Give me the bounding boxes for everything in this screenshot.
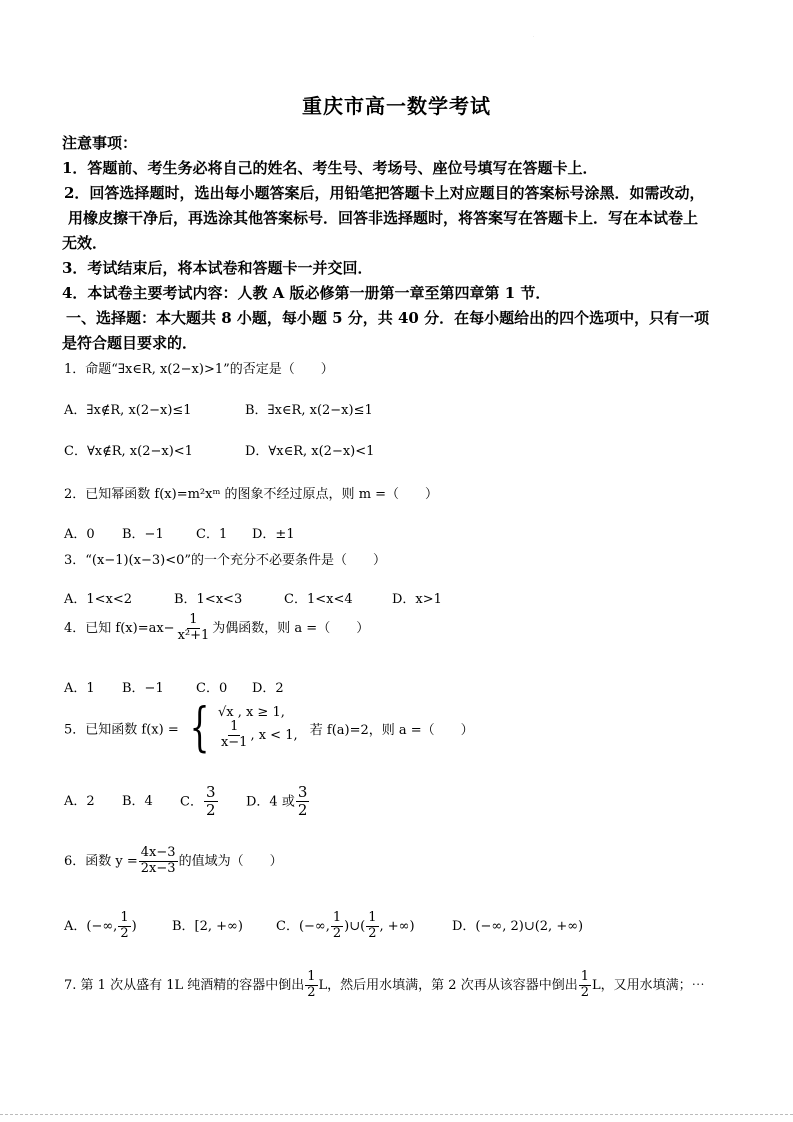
q5-options [64, 784, 310, 820]
q6-option-c-num-1: 1 [332, 910, 342, 925]
q6-option-d: D．(−∞, 2)∪(2, +∞) [452, 918, 584, 934]
left-brace-icon: { [189, 698, 210, 758]
q7-fraction-1 [305, 970, 317, 1001]
q5-option-c-den: 2 [205, 801, 216, 820]
q7-fraction-2-num: 1 [580, 969, 589, 984]
page-title: 重庆市高一数学考试 [302, 94, 491, 118]
q5-piecewise [183, 698, 298, 758]
q5-option-d-label: D．4 或 [246, 794, 295, 810]
q5-option-c-fraction [204, 784, 218, 820]
q6-fraction [139, 846, 178, 877]
q5-piecewise-rows [218, 702, 298, 754]
q6-option-a-fraction [118, 911, 130, 942]
q6-option-c-fraction-2 [366, 911, 378, 942]
q6-stem [64, 846, 283, 877]
q6-option-c [276, 911, 452, 942]
q4-stem-pre: 4．已知 f(x)=ax− [64, 620, 175, 636]
q4-option-d: D．2 [252, 681, 284, 696]
q5-option-d [246, 784, 310, 820]
q5-stem [64, 698, 474, 758]
q6-option-a-left: (−∞, [86, 918, 118, 934]
q1-option-a: A．∃x∉R, x(2−x)≤1 [64, 403, 192, 418]
notice-item-4: 4．本试卷主要考试内容：人教 A 版必修第一册第一章至第四章第 1 节． [62, 284, 551, 302]
q6-option-a-right: ) [131, 918, 137, 934]
q6-options [64, 911, 583, 942]
q7-fraction-2-den: 2 [580, 984, 589, 1000]
notice-item-2-cont: 用橡皮擦干净后，再选涂其他答案标号．回答非选择题时，将答案写在答题卡上．写在本试卷上 [68, 209, 699, 227]
q1-option-d: D．∀x∈R, x(2−x)<1 [245, 444, 375, 459]
q5-option-b: B．4 [122, 794, 153, 810]
q7-stem [64, 970, 705, 1001]
q2-option-b: B．−1 [122, 527, 164, 542]
q4-fraction-den: x²+1 [177, 627, 210, 643]
q2-option-a: A．0 [64, 527, 95, 542]
q4-option-a: A．1 [64, 681, 95, 696]
q7-fraction-2 [579, 970, 591, 1001]
q3-option-d: D．x>1 [392, 592, 442, 607]
q1-stem: 1．命题“∃x∈R, x(2−x)>1”的否定是（ ） [64, 362, 334, 377]
q5-option-c-num: 3 [205, 783, 216, 801]
q5-piece-fraction [219, 720, 250, 751]
q1-option-c: C．∀x∉R, x(2−x)<1 [64, 444, 193, 459]
q6-option-c-right: , +∞) [379, 918, 415, 934]
q5-option-d-num: 3 [297, 783, 308, 801]
q5-option-a: A．2 [64, 794, 95, 810]
q6-fraction-num: 4x−3 [140, 845, 176, 860]
notice-item-2-end: 无效． [62, 234, 108, 252]
q6-option-a-num: 1 [120, 910, 129, 925]
notice-item-1: 1．答题前、考生务必将自己的姓名、考生号、考场号、座位号填写在答题卡上． [62, 159, 598, 177]
q4-stem [64, 613, 369, 644]
q3-option-a: A．1<x<2 [64, 592, 133, 607]
section-heading: 一、选择题：本大题共 8 小题，每小题 5 分，共 40 分．在每小题给出的四个选项中，只有一项 [66, 309, 710, 327]
q5-piece-fraction-num: 1 [230, 719, 239, 735]
q6-option-c-label: C． [276, 918, 299, 934]
q7-stem-mid: L，然后用水填满，第 2 次再从该容器中倒出 [318, 977, 578, 993]
q2-option-d: D．±1 [252, 527, 295, 542]
notice-item-3: 3．考试结束后，将本试卷和答题卡一并交回． [62, 259, 373, 277]
q7-stem-pre: 7. 第 1 次从盛有 1L 纯酒精的容器中倒出 [64, 977, 305, 993]
q6-option-c-den-1: 2 [332, 925, 342, 941]
notice-item-2: 2．回答选择题时，选出每小题答案后，用铅笔把答题卡上对应题目的答案标号涂黑．如需改动， [64, 184, 705, 202]
section-heading-cont: 是符合题目要求的． [62, 334, 198, 352]
q7-stem-post: L，又用水填满；⋯ [591, 977, 705, 993]
q5-piece-row-2-cond: , x < 1, [250, 728, 298, 743]
q5-stem-post: 若 f(a)=2，则 a =（ ） [309, 722, 474, 738]
q5-option-d-den: 2 [297, 801, 308, 820]
q6-stem-pre: 6．函数 y = [64, 853, 138, 869]
q6-option-c-num-2: 1 [368, 910, 377, 925]
q5-option-c-label: C． [180, 794, 203, 810]
q6-option-c-left: (−∞, [298, 918, 330, 934]
q3-option-b: B．1<x<3 [174, 592, 243, 607]
q6-stem-post: 的值域为（ ） [178, 853, 283, 869]
q7-fraction-1-den: 2 [307, 984, 316, 1000]
q5-option-c [180, 784, 246, 820]
q3-option-c: C．1<x<4 [284, 592, 353, 607]
q6-option-c-den-2: 2 [368, 925, 377, 941]
q4-stem-post: 为偶函数，则 a =（ ） [212, 620, 370, 636]
q4-fraction [176, 613, 212, 644]
q5-stem-pre: 5．已知函数 f(x) = [64, 722, 179, 738]
page-bottom-divider [0, 1114, 793, 1115]
q3-stem: 3．“(x−1)(x−3)<0”的一个充分不必要条件是（ ） [64, 553, 387, 568]
q2-stem: 2．已知幂函数 f(x)=m²xᵐ 的图象不经过原点，则 m =（ ） [64, 487, 439, 502]
q1-option-b: B．∃x∈R, x(2−x)≤1 [245, 403, 373, 418]
q6-option-a-label: A． [64, 918, 87, 934]
q6-option-c-fraction-1 [331, 911, 343, 942]
q6-fraction-den: 2x−3 [140, 860, 176, 876]
q6-option-a-den: 2 [120, 925, 129, 941]
q2-option-c: C．1 [196, 527, 228, 542]
q5-piece-row-1: √x , x ≥ 1, [217, 705, 285, 721]
scan-dot: · [533, 34, 535, 39]
q6-option-a [64, 911, 172, 942]
q5-piece-row-2 [218, 720, 298, 751]
q4-fraction-num: 1 [189, 612, 198, 627]
q5-option-d-fraction [296, 784, 310, 820]
q6-option-b: B．[2, +∞) [172, 918, 243, 934]
notice-heading: 注意事项： [62, 134, 138, 152]
q4-option-b: B．−1 [122, 681, 164, 696]
q5-piece-fraction-den: x−1 [220, 735, 248, 750]
q7-fraction-1-num: 1 [307, 969, 316, 984]
q6-option-c-mid: )∪( [344, 918, 366, 934]
q4-option-c: C．0 [196, 681, 228, 696]
